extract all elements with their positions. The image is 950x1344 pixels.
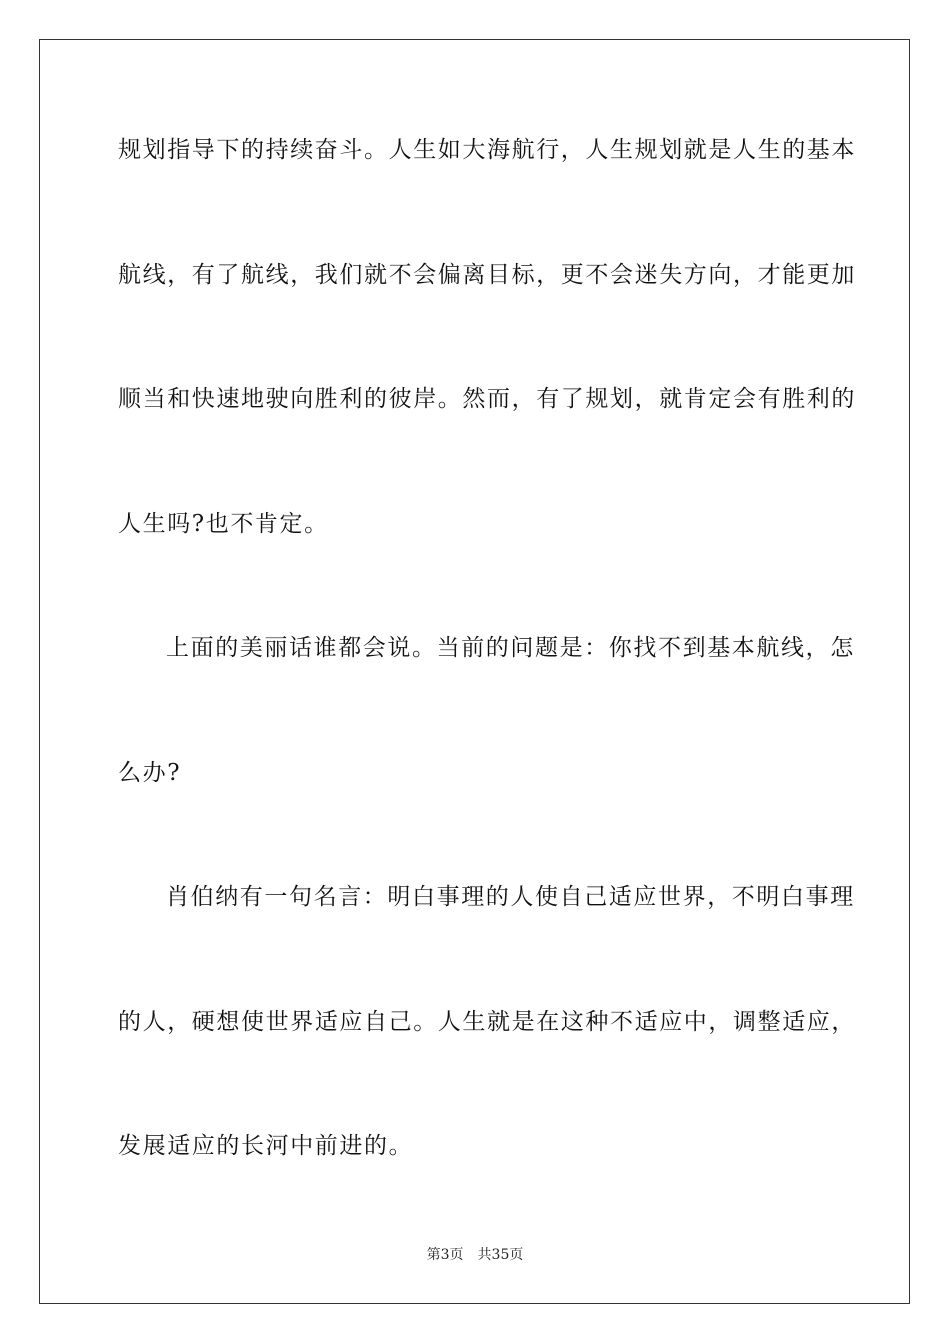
page-number: 第3页 [426,1247,464,1263]
text-line-5: 上面的美丽话谁都会说。当前的问题是：你找不到基本航线，怎 [166,635,855,661]
page-footer [0,1246,950,1264]
text-line-2: 航线，有了航线，我们就不会偏离目标，更不会迷失方向，才能更加 [118,262,856,288]
text-line-9: 发展适应的长河中前进的。 [118,1133,414,1159]
page-border [39,39,910,1304]
text-line-7: 肖伯纳有一句名言：明白事理的人使自己适应世界，不明白事理 [166,884,855,910]
text-line-6: 么办? [118,760,182,786]
text-line-1: 规划指导下的持续奋斗。人生如大海航行，人生规划就是人生的基本 [118,137,856,163]
text-line-3: 顺当和快速地驶向胜利的彼岸。然而，有了规划，就肯定会有胜利的 [118,386,856,412]
text-line-8: 的人，硬想使世界适应自己。人生就是在这种不适应中，调整适应， [118,1009,856,1035]
text-line-4: 人生吗?也不肯定。 [118,511,329,537]
total-pages: 共35页 [477,1247,524,1263]
